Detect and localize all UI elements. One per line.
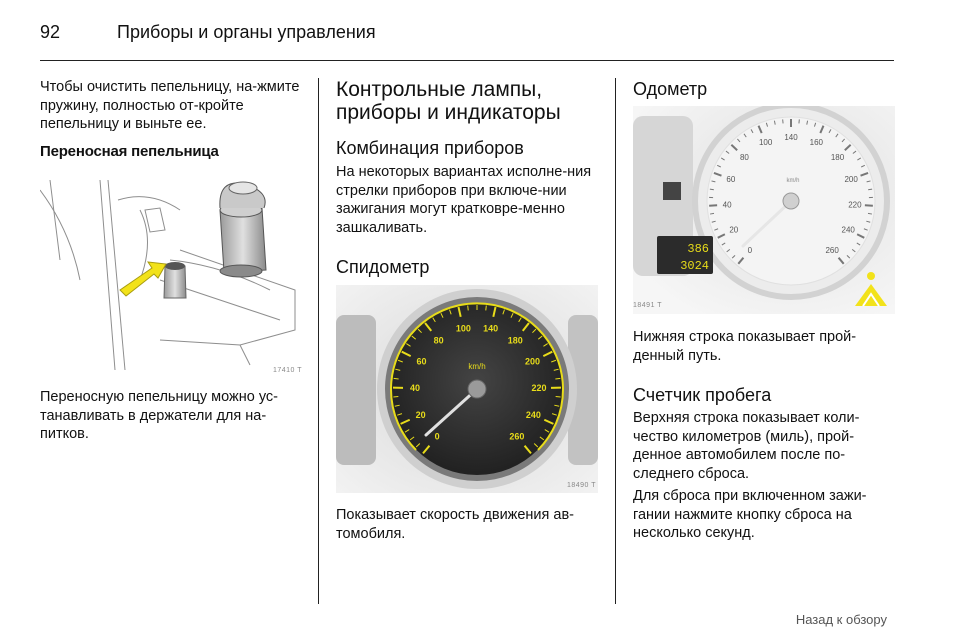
portable-ashtray-text: Переносную пепельницу можно ус-танавливать в держатели для на-питков. [40, 389, 278, 442]
gauge-tick [710, 189, 714, 190]
gauge-tick [710, 213, 714, 214]
trip-display: 386 [687, 242, 709, 256]
main-section-title: Контрольные лампы, приборы и индикаторы [336, 78, 561, 124]
gauge-tick-label: 180 [830, 153, 845, 163]
gauge-tick-label: 140 [483, 323, 499, 334]
gauge-tick [468, 306, 469, 311]
odometer-title: Одометр [633, 79, 708, 99]
gauge-tick-label: 20 [415, 409, 426, 420]
gauge-tick-label: 0 [434, 431, 440, 442]
gauge-tick [555, 378, 560, 379]
trip-counter-text: Верхняя строка показывает коли-чество километров (миль), прой-денное автомобилем после по-следнего сброса. [633, 410, 860, 482]
gauge-tick [868, 189, 872, 190]
column-divider [318, 78, 319, 604]
gauge-tick-label: 220 [531, 383, 547, 394]
gauge-tick-label: 0 [747, 246, 753, 256]
speedometer-title: Спидометр [336, 257, 430, 277]
odometer-drawing [633, 106, 895, 314]
gauge-tick-label: 260 [509, 431, 525, 442]
portable-ashtray-title: Переносная пепельница [40, 143, 219, 160]
odometer-text: Нижняя строка показывает прой-денный путь. [633, 329, 857, 364]
speedometer-drawing [336, 285, 598, 493]
gauge-tick-label: 60 [726, 175, 736, 185]
total-display: 3024 [680, 259, 709, 273]
gauge-tick-label: 100 [455, 323, 471, 334]
cluster-text: На некоторых вариантах исполне-ния стрелки приборов при включе-нии зажигания могут кратковре-менно зашкаливать. [336, 164, 592, 236]
gauge-tick-label: 20 [729, 225, 739, 235]
figure-code: 18491 T [633, 302, 663, 309]
speedometer-unit: km/h [468, 362, 486, 371]
gauge-tick-label: 200 [844, 175, 858, 185]
gauge-tick-label: 80 [739, 153, 749, 163]
trip-counter-title: Счетчик пробега [633, 385, 772, 405]
page-number: 92 [40, 22, 61, 42]
gauge-tick [486, 306, 487, 311]
gauge-tick [868, 213, 872, 214]
odometer-illustration [633, 106, 895, 314]
gauge-tick-label: 240 [525, 409, 541, 420]
gauge-tick-label: 40 [722, 200, 732, 210]
trip-reset-text: Для сброса при включенном зажи-гании нажмите кнопку сброса на несколько секунд. [633, 488, 867, 541]
speedometer-illustration [336, 285, 598, 493]
speedometer-text: Показывает скорость движения ав-томобиля. [336, 507, 575, 542]
page-header [40, 20, 894, 61]
back-to-overview-link[interactable]: Назад к обзору [795, 612, 887, 627]
odometer-unit: km/h [786, 178, 800, 184]
section-title: Приборы и органы управления [117, 22, 376, 42]
gauge-tick-label: 220 [848, 200, 862, 210]
figure-code: 18490 T [566, 482, 596, 489]
gauge-tick-label: 160 [809, 138, 824, 148]
gauge-tick-label: 140 [784, 133, 798, 142]
column-divider [615, 78, 616, 604]
gauge-tick-label: 180 [507, 335, 523, 346]
intro-text: Чтобы очистить пепельницу, на-жмите пружину, полностью от-кройте пепельницу и выньте ее. [40, 79, 300, 132]
figure-code: 17410 T [272, 367, 302, 374]
ashtray-illustration [40, 170, 302, 378]
gauge-tick-label: 80 [433, 335, 444, 346]
gauge-tick [394, 378, 399, 379]
gauge-tick-label: 60 [416, 356, 427, 367]
gauge-tick-label: 40 [410, 383, 421, 394]
gauge-tick-label: 260 [825, 246, 839, 256]
gauge-tick-label: 200 [525, 356, 541, 367]
gauge-tick-label: 100 [758, 138, 773, 148]
gauge-tick-label: 240 [841, 225, 855, 235]
cluster-title: Комбинация приборов [336, 138, 524, 158]
ashtray-drawing [40, 170, 302, 378]
